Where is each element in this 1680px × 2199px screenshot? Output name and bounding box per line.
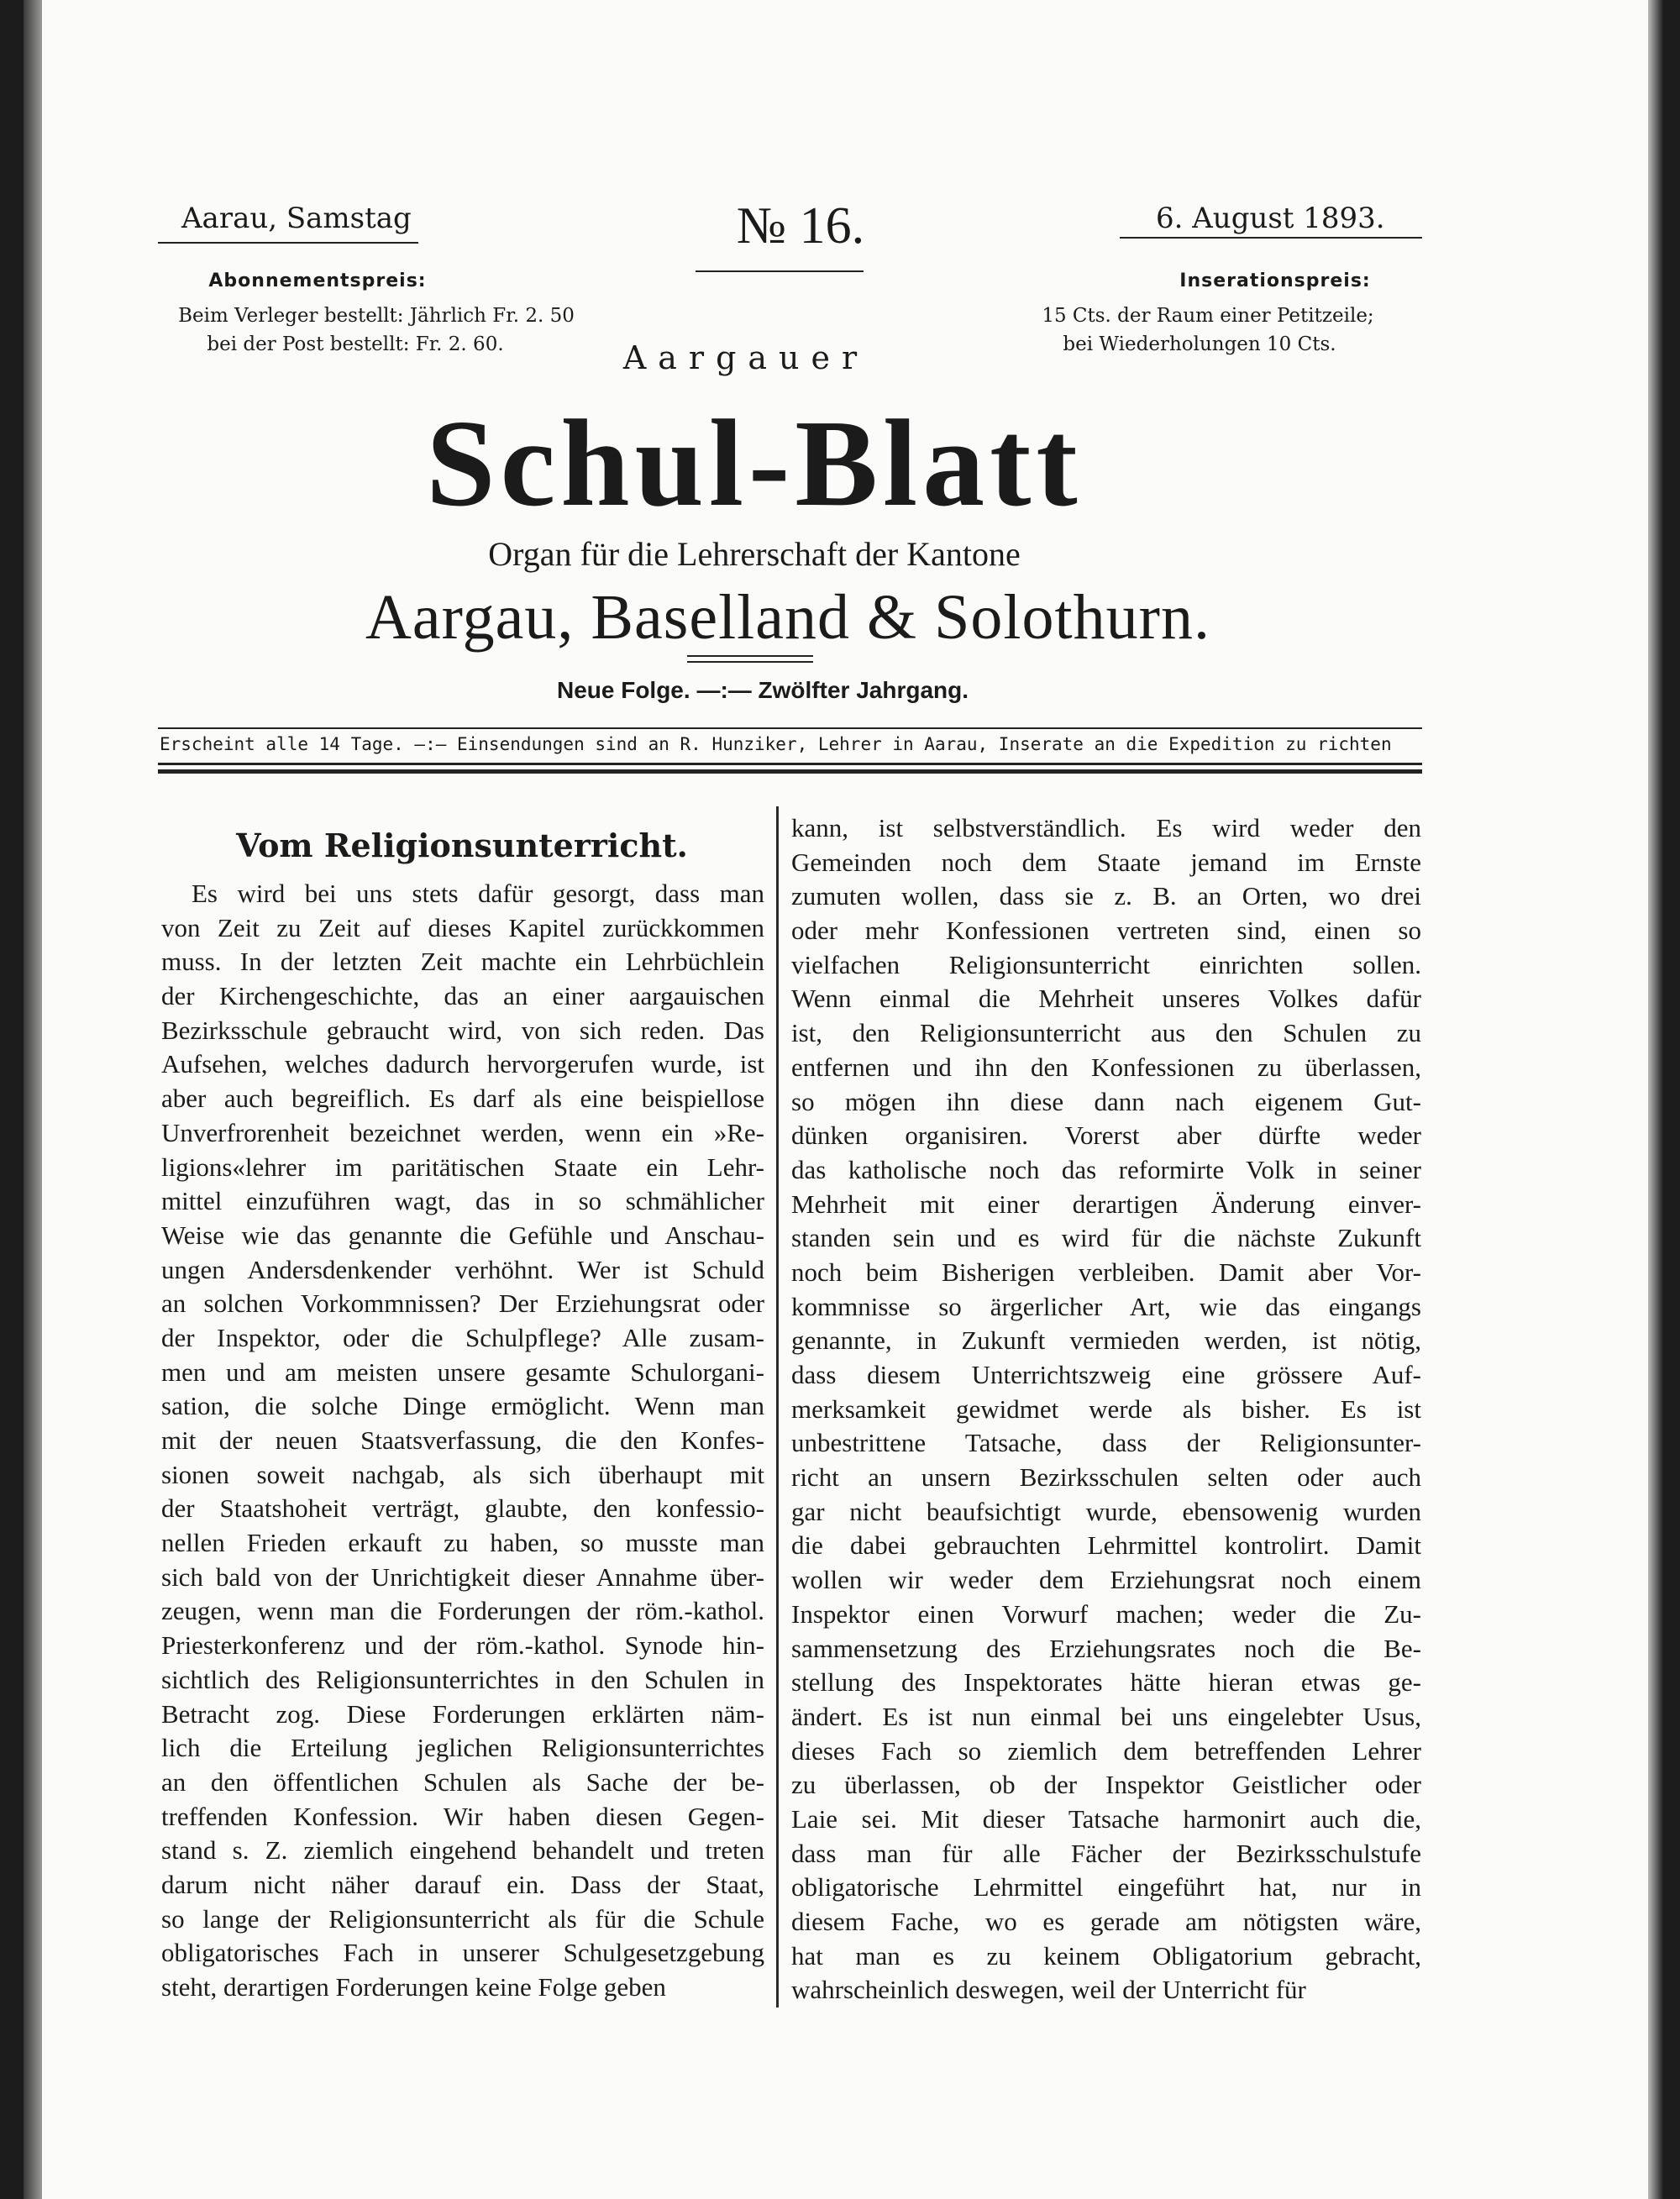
rule-left — [158, 242, 418, 244]
article-line: ändert. Es ist nun einmal bei uns eingelebter Usus, — [791, 1701, 1421, 1731]
article-line: Aufsehen, welches dadurch hervorgerufen wurde, ist — [161, 1049, 764, 1079]
article-line: nellen Frieden erkauft zu haben, so musste man — [161, 1528, 764, 1558]
article-line: gar nicht beaufsichtigt wurde, ebensowenig wurden — [791, 1496, 1421, 1526]
article-line: dass diesem Unterrichtszweig eine grössere Auf- — [791, 1360, 1421, 1389]
masthead-title: Schul-Blatt — [426, 395, 1083, 533]
advertising-line-1: 15 Cts. der Raum einer Petitzeile; — [1042, 305, 1374, 327]
subscription-line-1: Beim Verleger bestellt: Jährlich Fr. 2. 50 — [178, 305, 575, 327]
article-line: sation, die solche Dinge ermöglicht. Wenn man — [161, 1391, 764, 1421]
article-line: Inspektor einen Vorwurf machen; weder die Zu- — [791, 1598, 1421, 1629]
article-line: der Staatshoheit verträgt, glaubte, den konfessio- — [161, 1493, 764, 1524]
article-line: sammensetzung des Erziehungsrates noch die Be- — [791, 1633, 1421, 1663]
double-rule-bottom — [687, 661, 813, 663]
article-line: noch beim Bisherigen verbleiben. Damit aber Vor- — [791, 1257, 1421, 1287]
article-line: kommnisse so ärgerlicher Art, wie das eingangs — [791, 1291, 1421, 1321]
notice-rule-mid — [158, 763, 1422, 765]
rule-center — [696, 270, 864, 272]
article-line: Laie sei. Mit dieser Tatsache harmonirt auch die, — [791, 1803, 1421, 1834]
article-line: vielfachen Religionsunterricht einrichten sollen. — [791, 949, 1421, 979]
article-line: zu überlassen, ob der Inspektor Geistlicher oder — [791, 1770, 1421, 1800]
article-line: zeugen, wenn man die Forderungen der röm.-kathol. — [161, 1596, 764, 1626]
series-line: Neue Folge. —:— Zwölfter Jahrgang. — [556, 677, 969, 703]
article-line: wollen wir weder dem Erziehungsrat noch einem — [791, 1565, 1421, 1595]
article-line: ist, den Religionsunterricht aus den Schulen zu — [791, 1018, 1421, 1048]
article-line: genannte, in Zukunft vermieden werden, ist nötig, — [791, 1325, 1421, 1356]
article-line: die dabei gebrauchten Lehrmittel kontrolirt. Damit — [791, 1530, 1421, 1561]
right-column — [791, 811, 1421, 2007]
article-line: dünken organisiren. Vorerst aber dürfte weder — [791, 1120, 1421, 1151]
newspaper-page — [24, 0, 1663, 2199]
article-line: standen sein und es wird für die nächste Zukunft — [791, 1223, 1421, 1253]
article-line: kann, ist selbstverständlich. Es wird weder den — [791, 813, 1421, 842]
article-line: so lange der Religionsunterricht als für die Schule — [161, 1903, 764, 1934]
article-line: unbestrittene Tatsache, dass der Religionsunter- — [791, 1428, 1421, 1458]
notice-rule-bottom — [158, 769, 1422, 774]
article-line: Es wird bei uns stets dafür gesorgt, dass man — [192, 879, 764, 908]
article-line: so mögen ihn diese dann nach eigenem Gut- — [791, 1086, 1421, 1116]
left-column — [161, 877, 764, 2005]
advertising-heading: Inserationspreis: — [1179, 270, 1371, 291]
article-line: Unverfrorenheit bezeichnet werden, wenn ein »Re- — [161, 1117, 764, 1147]
article-line: muss. In der letzten Zeit machte ein Lehrbüchlein — [161, 947, 764, 977]
article-line: stand s. Z. ziemlich eingehend behandelt und treten — [161, 1835, 764, 1866]
article-line: richt an unsern Bezirksschulen selten oder auch — [791, 1462, 1421, 1493]
article-line: Gemeinden noch dem Staate jemand im Ernste — [791, 847, 1421, 877]
article-line: mittel einzuführen wagt, das in so schmählicher — [161, 1186, 764, 1216]
article-line: men und am meisten unsere gesamte Schulorgani- — [161, 1357, 764, 1387]
article-line: ligions«lehrer im paritätischen Staate ein Lehr- — [161, 1152, 764, 1182]
binding-edge — [24, 0, 42, 2199]
article-line: sich bald von der Unrichtigkeit dieser Annahme über- — [161, 1561, 764, 1592]
article-line: oder mehr Konfessionen vertreten sind, einen so — [791, 916, 1421, 946]
article-line: stellung des Inspektorates hätte hieran etwas ge- — [791, 1667, 1421, 1698]
article-line: Betracht zog. Diese Forderungen erklärten näm- — [161, 1698, 764, 1729]
place-date: Aarau, Samstag — [181, 202, 412, 235]
notice-line: Erscheint alle 14 Tage. —:— Einsendungen sind an R. Hunziker, Lehrer in Aarau, Inserate an die Expedition zu richten — [160, 734, 1392, 754]
cantons: Aargau, Baselland & Solothurn. — [365, 582, 1210, 653]
page-edge-shadow — [1648, 0, 1663, 2199]
article-line: Priesterkonferenz und der röm.-kathol. Synode hin- — [161, 1630, 764, 1661]
article-line: Bezirksschule gebraucht wird, von sich reden. Das — [161, 1015, 764, 1045]
article-line: obligatorisches Fach in unserer Schulgesetzgebung — [161, 1938, 764, 1968]
article-line: dieses Fach so ziemlich dem betreffenden Lehrer — [791, 1735, 1421, 1766]
article-line: das katholische noch das reformirte Volk in seiner — [791, 1154, 1421, 1184]
subscription-line-2: bei der Post bestellt: Fr. 2. 60. — [207, 333, 504, 355]
article-line: der Inspektor, oder die Schulpflege? Alle zusam- — [161, 1322, 764, 1352]
article-line: aber auch begreiflich. Es darf als eine beispiellose — [161, 1084, 764, 1114]
column-divider — [776, 806, 779, 2007]
article-line: Mehrheit mit einer derartigen Änderung einver- — [791, 1189, 1421, 1219]
subscription-heading: Abonnementspreis: — [208, 270, 427, 291]
article-line: entfernen und ihn den Konfessionen zu überlassen, — [791, 1052, 1421, 1082]
article-line: wahrscheinlich deswegen, weil der Unterricht für — [791, 1975, 1306, 2005]
article-heading: Vom Religionsunterricht. — [236, 827, 688, 864]
kicker: Aargauer — [622, 339, 869, 376]
article-line: sionen soweit nachgab, als sich überhaupt mit — [161, 1459, 764, 1489]
article-line: merksamkeit gewidmet werde als bisher. Es ist — [791, 1393, 1421, 1424]
article-line: der Kirchengeschichte, das an einer aargauischen — [161, 981, 764, 1011]
article-line: von Zeit zu Zeit auf dieses Kapitel zurückkommen — [161, 912, 764, 942]
rule-right — [1120, 237, 1422, 239]
article-line: sichtlich des Religionsunterrichtes in den Schulen in — [161, 1664, 764, 1694]
article-line: an den öffentlichen Schulen als Sache der be- — [161, 1766, 764, 1797]
masthead-subtitle: Organ für die Lehrerschaft der Kantone — [488, 535, 1021, 573]
advertising-line-2: bei Wiederholungen 10 Cts. — [1063, 333, 1336, 355]
article-line: hat man es zu keinem Obligatorium gebracht, — [791, 1940, 1421, 1971]
article-line: zumuten wollen, dass sie z. B. an Orten, wo drei — [791, 881, 1421, 911]
issue-date: 6. August 1893. — [1156, 202, 1385, 235]
article-line: mit der neuen Staatsverfassung, die den Konfes- — [161, 1425, 764, 1455]
article-line: ungen Andersdenkender verhöhnt. Wer ist Schuld — [161, 1254, 764, 1284]
article-line: Weise wie das genannte die Gefühle und Anschau- — [161, 1220, 764, 1250]
article-line: an solchen Vorkommnissen? Der Erziehungsrat oder — [161, 1288, 764, 1319]
article-line: obligatorische Lehrmittel eingeführt hat, nur in — [791, 1872, 1421, 1902]
article-line: lich die Erteilung jeglichen Religionsunterrichtes — [161, 1733, 764, 1763]
double-rule-top — [687, 655, 813, 657]
article-line: Wenn einmal die Mehrheit unseres Volkes dafür — [791, 984, 1421, 1014]
issue-number: № 16. — [736, 197, 865, 255]
article-line: diesem Fache, wo es gerade am nötigsten wäre, — [791, 1907, 1421, 1936]
article-line: dass man für alle Fächer der Bezirksschulstufe — [791, 1838, 1421, 1868]
article-line: treffenden Konfession. Wir haben diesen Gegen- — [161, 1801, 764, 1831]
notice-rule-top — [158, 727, 1422, 729]
article-line: steht, derartigen Forderungen keine Folge geben — [161, 1972, 666, 2002]
article-line: darum nicht näher darauf ein. Dass der Staat, — [161, 1869, 764, 1899]
